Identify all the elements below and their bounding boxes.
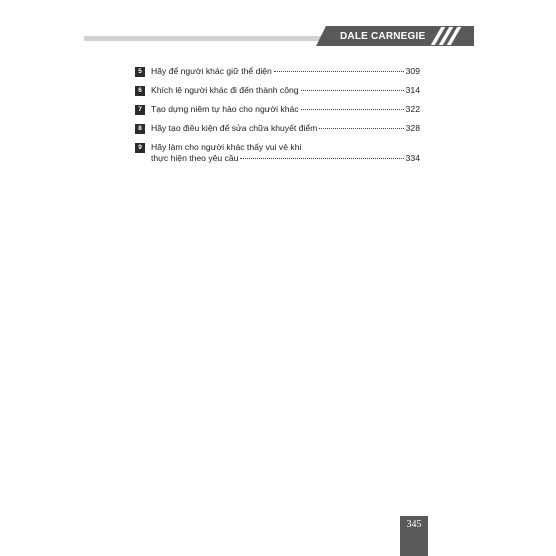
chapter-number: 7 xyxy=(135,105,145,115)
dot-leader xyxy=(319,128,403,129)
toc-entry xyxy=(135,85,420,96)
header-rule xyxy=(84,36,324,41)
toc-entry xyxy=(135,104,420,115)
page-reference: 334 xyxy=(405,153,420,163)
chapter-number: 6 xyxy=(135,86,145,96)
toc-entry xyxy=(135,123,420,134)
page-reference: 322 xyxy=(405,104,420,114)
chapter-title: Hãy để người khác giữ thể diện xyxy=(151,66,272,76)
chapter-title: Hãy tạo điều kiện để sửa chữa khuyết điểm xyxy=(151,123,318,133)
running-header-title: DALE CARNEGIE xyxy=(340,31,426,42)
page-reference: 309 xyxy=(405,66,420,76)
dot-leader xyxy=(240,158,403,159)
toc-entry xyxy=(135,66,420,77)
chapter-title-continued: thực hiện theo yêu cầu xyxy=(151,153,239,163)
dot-leader xyxy=(274,71,404,72)
chapter-number: 9 xyxy=(135,143,145,153)
chapter-title: Khích lệ người khác đi đến thành công xyxy=(151,85,299,95)
chapter-title: Hãy làm cho người khác thấy vui vẻ khi xyxy=(151,142,302,152)
dot-leader xyxy=(301,90,404,91)
chapter-number: 8 xyxy=(135,124,145,134)
chapter-title: Tạo dựng niềm tự hào cho người khác xyxy=(151,104,299,114)
page-reference: 328 xyxy=(405,123,420,133)
chapter-number: 5 xyxy=(135,67,145,77)
toc-entry xyxy=(135,142,420,164)
page-number: 345 xyxy=(400,516,428,556)
page-reference: 314 xyxy=(405,85,420,95)
dot-leader xyxy=(301,109,404,110)
table-of-contents xyxy=(135,66,420,172)
